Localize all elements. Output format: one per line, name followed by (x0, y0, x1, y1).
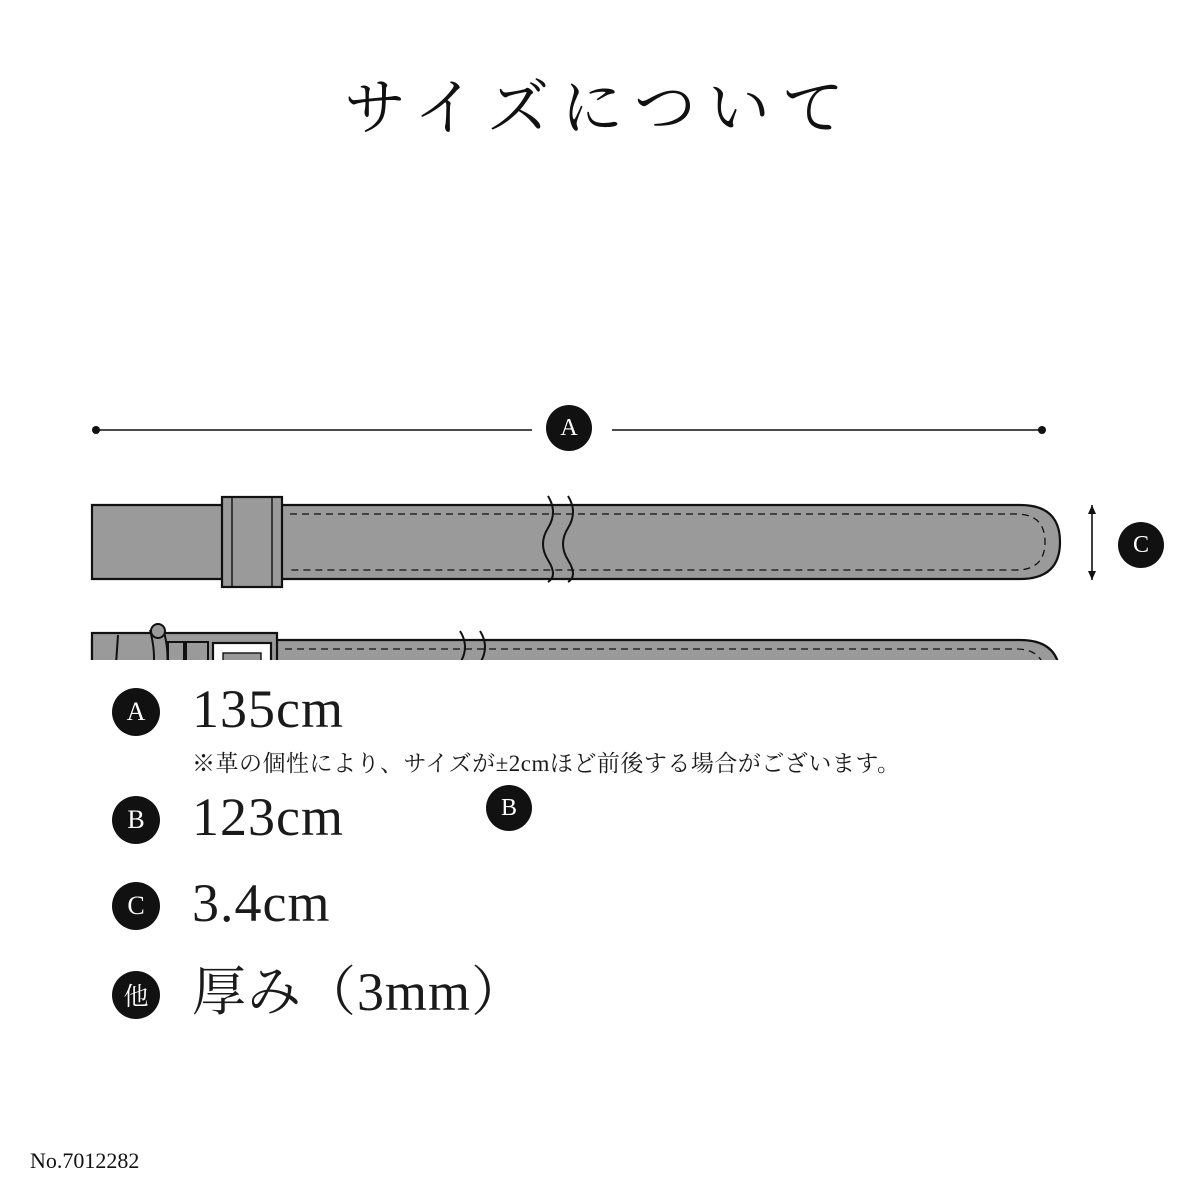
spec-value-b: 123cm (192, 787, 344, 848)
spec-value-c: 3.4cm (192, 872, 331, 933)
spec-note-a: ※革の個性により、サイズが±2cmほど前後する場合がございます。 (192, 751, 901, 777)
item-number: No.7012282 (30, 1148, 140, 1173)
spec-badge-other: 他 (112, 971, 160, 1019)
belt-back-view (92, 496, 1060, 587)
spec-badge-a: A (112, 688, 160, 736)
dimension-line-c (1088, 505, 1096, 580)
spec-body-a (192, 680, 901, 778)
spec-row-other (112, 963, 1112, 1022)
spec-badge-b: B (112, 796, 160, 844)
spec-row-c (112, 874, 1112, 933)
belt-front-view (92, 624, 1060, 660)
spec-value-other: 厚み（3mm） (192, 962, 527, 1023)
spec-row-a (112, 680, 1112, 778)
spec-body-other (192, 963, 526, 1022)
spec-body-b (192, 788, 344, 847)
spec-row-b (112, 788, 1112, 847)
spec-list (112, 680, 1112, 1045)
dimension-badge-c: C (1118, 522, 1164, 568)
spec-badge-c: C (112, 882, 160, 930)
dimension-badge-a: A (546, 405, 592, 451)
page-title: サイズについて (344, 75, 856, 143)
spec-body-c (192, 874, 330, 933)
belt-diagram-svg (0, 190, 1200, 660)
spec-value-a: 135cm (192, 679, 344, 739)
dimension-badge-b: B (486, 785, 532, 831)
